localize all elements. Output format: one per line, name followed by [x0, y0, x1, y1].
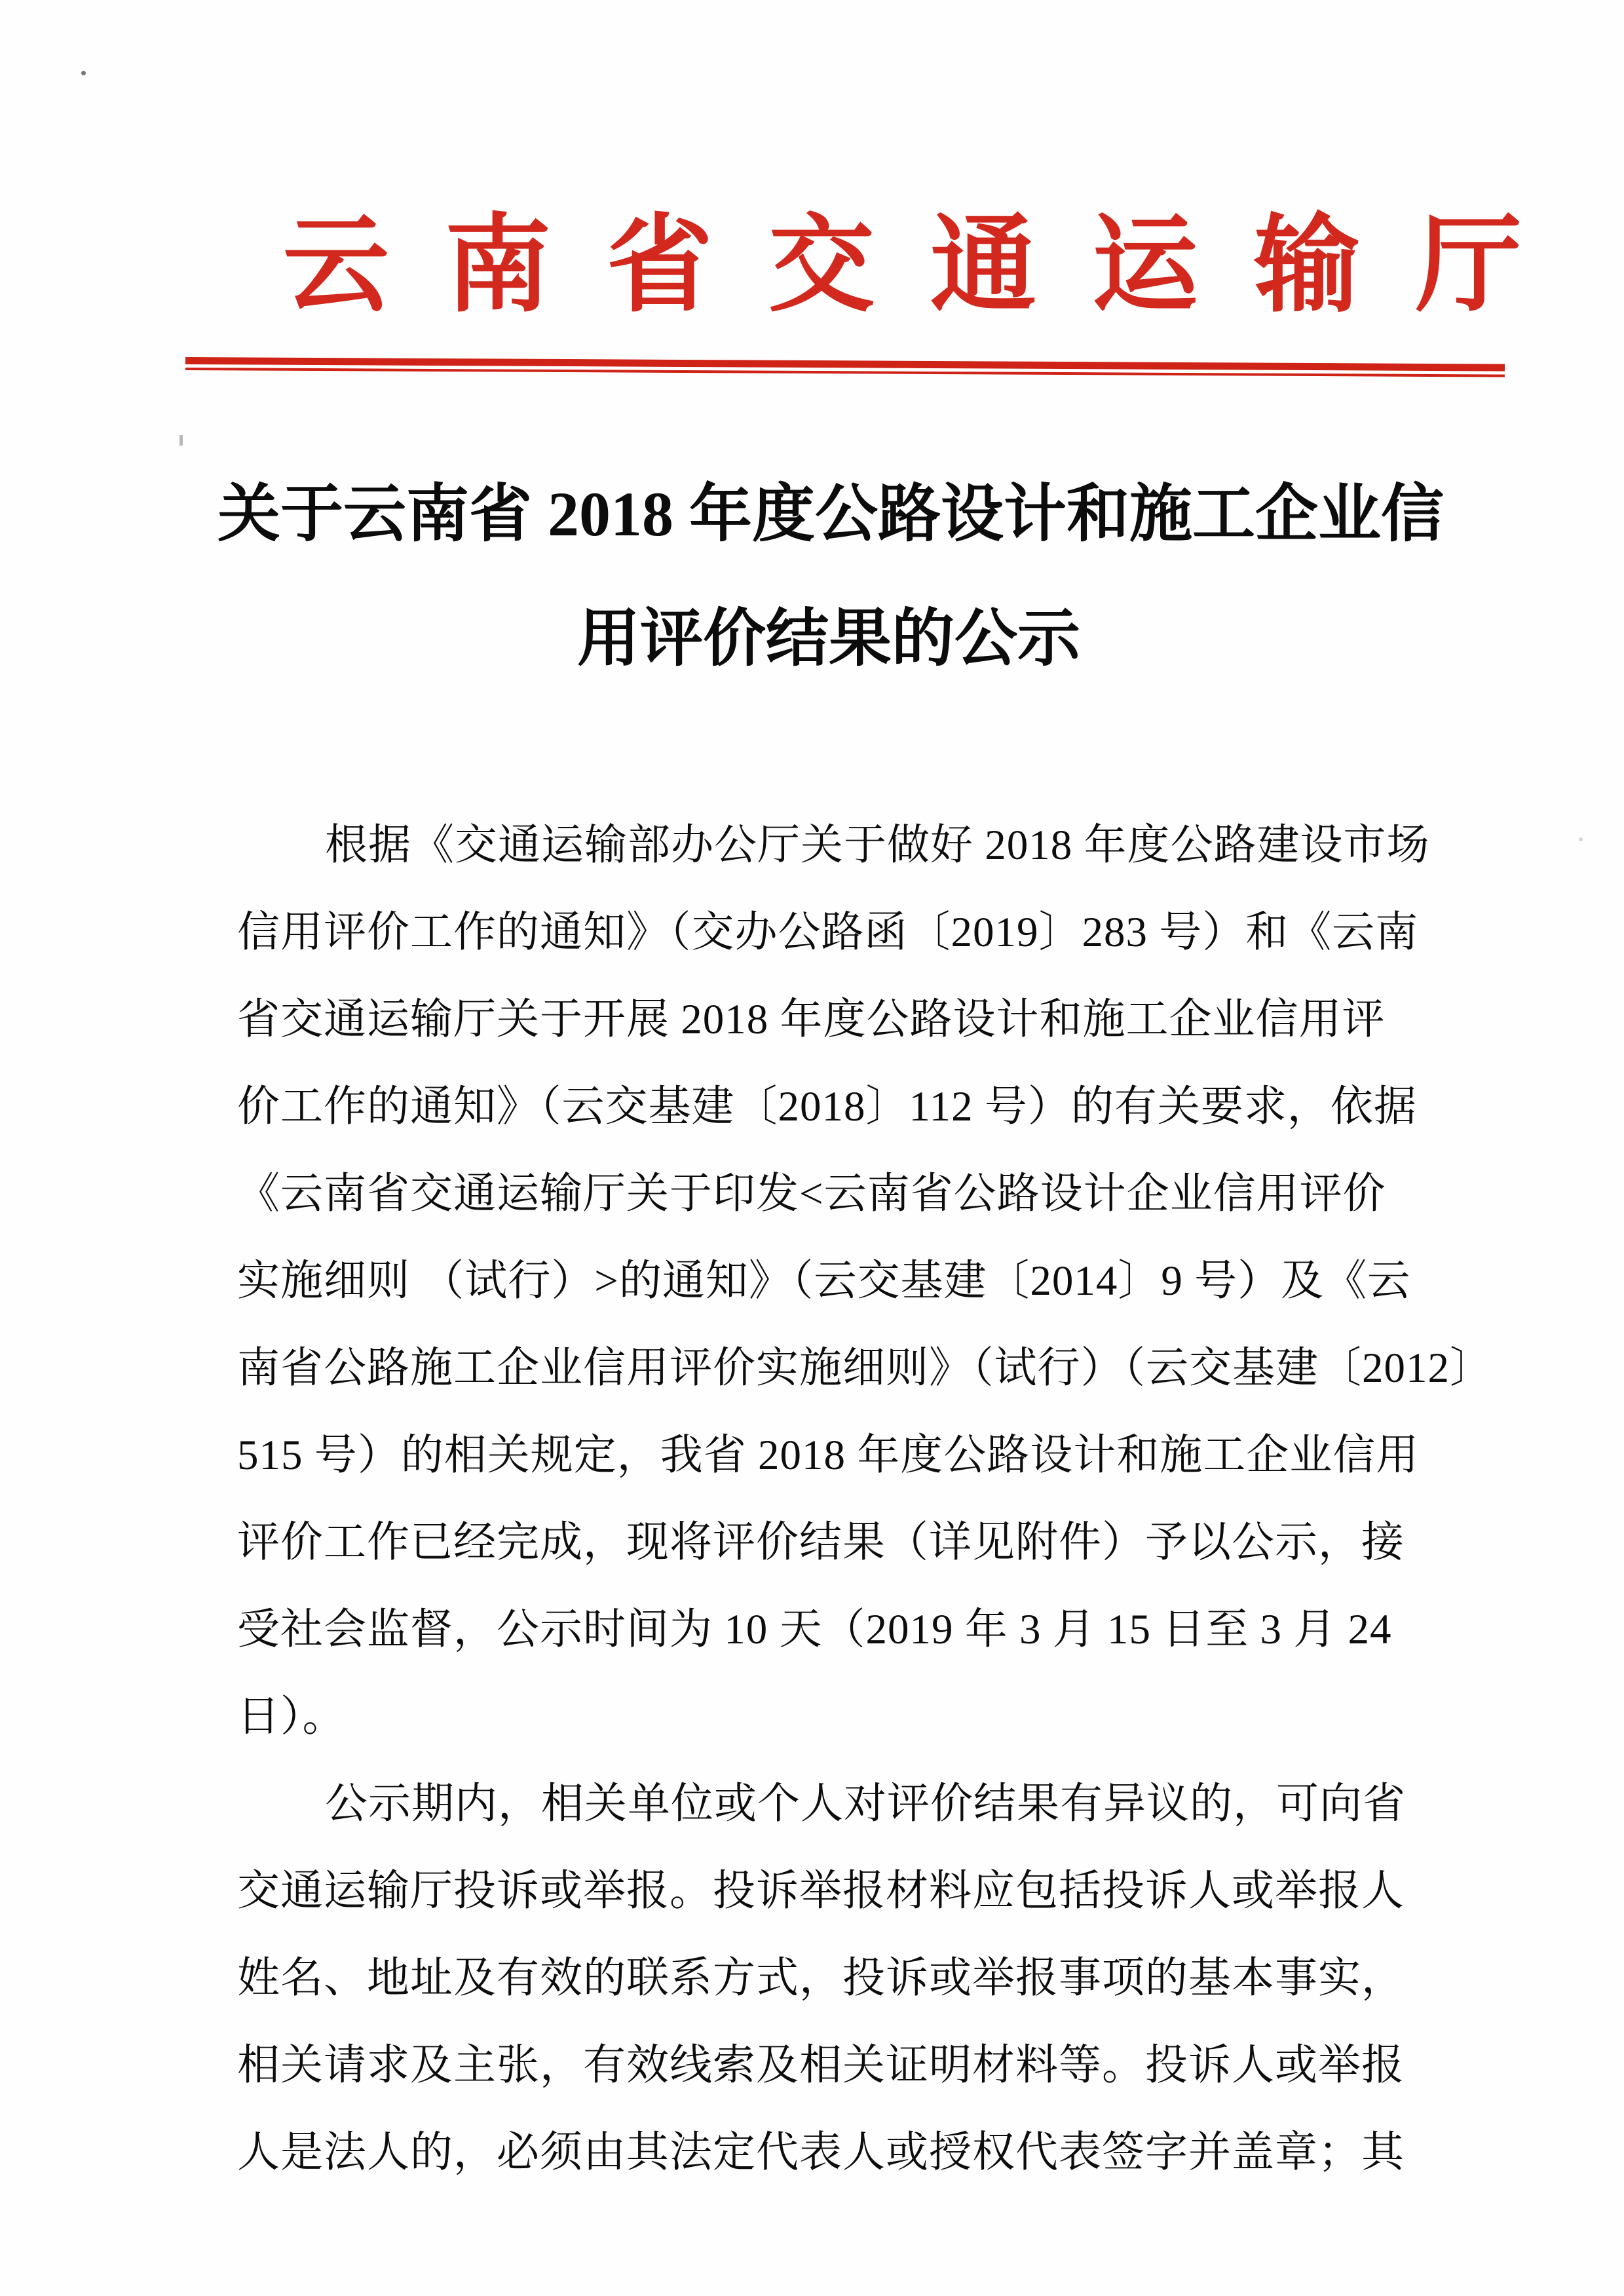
- body-line: 人是法人的，必须由其法定代表人或授权代表签字并盖章；其: [237, 2129, 1405, 2176]
- document-title-line-2: 用评价结果的公示: [577, 603, 1080, 674]
- scan-speck: [179, 435, 183, 446]
- agency-letterhead: 云南省交通运输厅: [283, 208, 1577, 325]
- body-line: 公示期内，相关单位或个人对评价结果有异议的，可向省: [325, 1780, 1407, 1827]
- body-line: 评价工作已经完成，现将评价结果（详见附件）予以公示，接: [237, 1519, 1405, 1566]
- document-title: [217, 452, 1444, 701]
- body-line: 姓名、地址及有效的联系方式，投诉或举报事项的基本事实，: [237, 1955, 1405, 2002]
- scan-speck: [81, 71, 86, 75]
- document-body: [237, 802, 1494, 2196]
- body-line: 受社会监督，公示时间为 10 天（2019 年 3 月 15 日至 3 月 24: [237, 1606, 1392, 1653]
- body-line: 实施细则 （试行）>的通知》（云交基建〔2014〕9 号）及《云: [237, 1257, 1411, 1305]
- body-line: 日）。: [237, 1693, 346, 1740]
- body-line: 南省公路施工企业信用评价实施细则》（试行）（云交基建〔2012〕: [237, 1345, 1494, 1392]
- body-line: 价工作的通知》（云交基建〔2018〕112 号）的有关要求，依据: [237, 1083, 1417, 1130]
- body-line: 相关请求及主张，有效线索及相关证明材料等。投诉人或举报: [237, 2042, 1405, 2089]
- body-line: 根据《交通运输部办公厅关于做好 2018 年度公路建设市场: [325, 822, 1430, 869]
- body-line: 省交通运输厅关于开展 2018 年度公路设计和施工企业信用评: [237, 996, 1386, 1043]
- body-line: 信用评价工作的通知》（交办公路函〔2019〕283 号）和《云南: [237, 909, 1419, 956]
- body-line: 515 号）的相关规定，我省 2018 年度公路设计和施工企业信用: [237, 1432, 1420, 1479]
- scan-speck: [1579, 837, 1583, 841]
- body-line: 交通运输厅投诉或举报。投诉举报材料应包括投诉人或举报人: [237, 1867, 1405, 1915]
- body-line: 《云南省交通运输厅关于印发<云南省公路设计企业信用评价: [237, 1170, 1386, 1217]
- document-title-line-1: 关于云南省 2018 年度公路设计和施工企业信: [217, 479, 1444, 549]
- red-divider: [185, 357, 1505, 377]
